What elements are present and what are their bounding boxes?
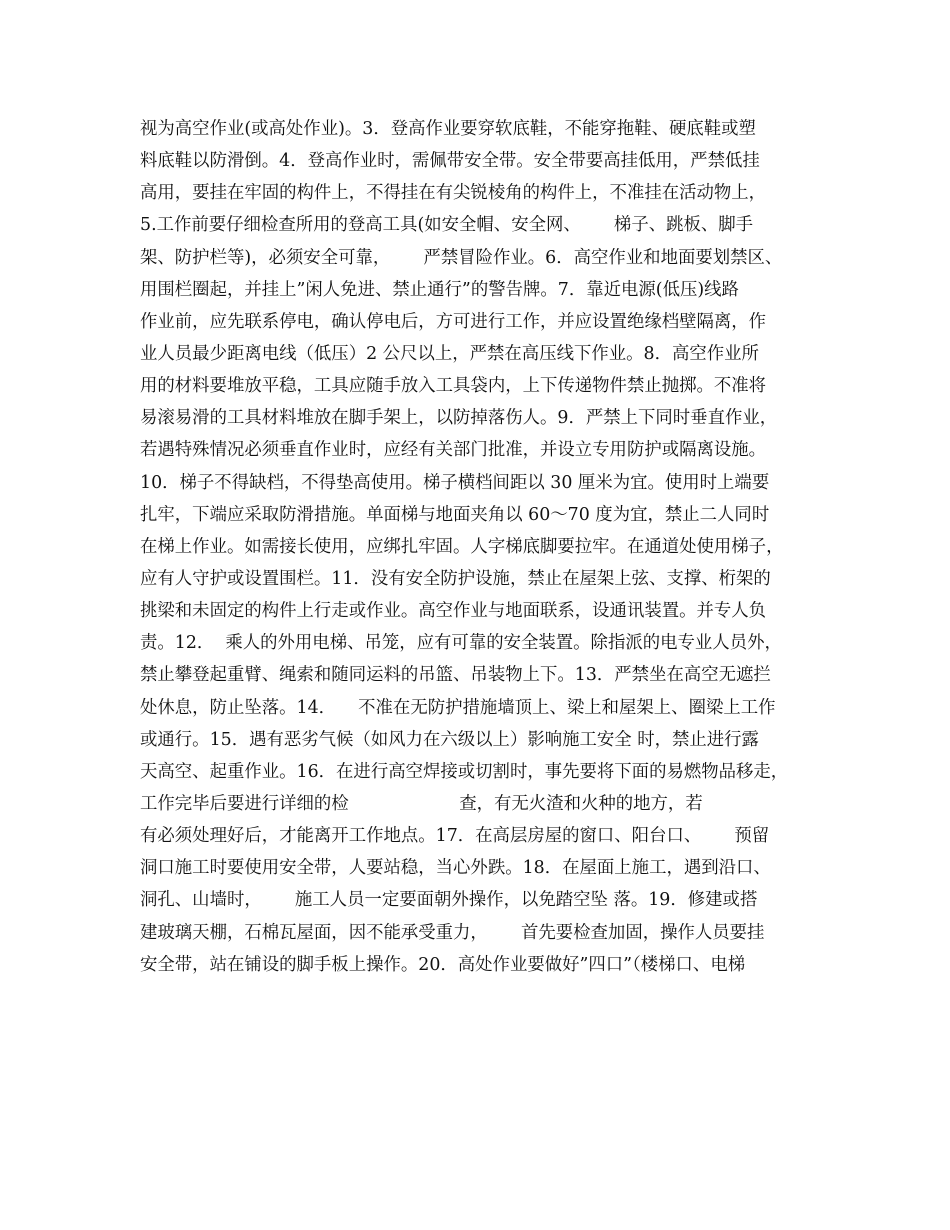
text-line: 扎牢，下端应采取防滑措施。单面梯与地面夹角以 60～70 度为宜，禁止二人同时 [140, 504, 770, 525]
text-line: 安全带，站在铺设的脚手板上操作。20．高处作业要做好”四口”（楼梯口、电梯 [140, 954, 746, 975]
text-line: 若遇特殊情况必须垂直作业时，应经有关部门批准，并设立专用防护或隔离设施。 [140, 440, 767, 461]
text-line: 天高空、起重作业。16．在进行高空焊接或切割时，事先要将下面的易燃物品移走， [140, 761, 789, 782]
text-line: 用围栏圈起，并挂上”闲人免进、禁止通行”的警告牌。7．靠近电源(低压)线路 [140, 279, 739, 300]
text-line: 10．梯子不得缺档，不得垫高使用。梯子横档间距以 30 厘米为宜。使用时上端要 [140, 472, 770, 493]
text-line: 架、防护栏等)，必须安全可靠， 严禁冒险作业。6．高空作业和地面要划禁区、 [140, 247, 783, 268]
text-line: 挑梁和未固定的构件上行走或作业。高空作业与地面联系，设通讯装置。并专人负 [140, 601, 767, 622]
text-line: 高用，要挂在牢固的构件上，不得挂在有尖锐棱角的构件上，不准挂在活动物上， [140, 183, 767, 204]
text-line: 有必须处理好后，才能离开工作地点。17．在高层房屋的窗口、阳台口、 预留 [140, 826, 770, 847]
text-line: 料底鞋以防滑倒。4．登高作业时，需佩带安全带。安全带要高挂低用，严禁低挂 [140, 151, 760, 172]
text-line: 工作完毕后要进行详细的检 查，有无火渣和火种的地方，若 [140, 793, 703, 814]
text-line: 责。12． 乘人的外用电梯、吊笼，应有可靠的安全装置。除指派的电专业人员外， [140, 633, 782, 654]
text-line: 易滚易滑的工具材料堆放在脚手架上，以防掉落伤人。9．严禁上下同时垂直作业， [140, 408, 778, 429]
text-line: 洞口施工时要使用安全带，人要站稳，当心外跌。18．在屋面上施工，遇到沿口、 [140, 858, 771, 879]
text-line: 业人员最少距离电线（低压）2 公尺以上，严禁在高压线下作业。8．高空作业所 [140, 343, 759, 364]
text-line: 洞孔、山墙时， 施工人员一定要面朝外操作，以免踏空坠 落。19．修建或搭 [140, 890, 758, 911]
text-line: 作业前，应先联系停电，确认停电后，方可进行工作，并应设置绝缘档壁隔离，作 [140, 311, 767, 332]
text-line: 在梯上作业。如需接长使用，应绑扎牢固。人字梯底脚要拉牢。在通道处使用梯子， [140, 536, 784, 557]
text-line: 用的材料要堆放平稳，工具应随手放入工具袋内，上下传递物件禁止抛掷。不准将 [140, 376, 767, 397]
text-line: 处休息，防止坠落。14． 不准在无防护措施墙顶上、梁上和屋架上、圈梁上工作 [140, 697, 776, 718]
text-line: 禁止攀登起重臂、绳索和随同运料的吊篮、吊装物上下。13．严禁坐在高空无遮拦 [140, 665, 771, 686]
text-line: 应有人守护或设置围栏。11．没有安全防护设施，禁止在屋架上弦、支撑、桁架的 [140, 568, 771, 589]
text-line: 建玻璃天棚，石棉瓦屋面，因不能承受重力， 首先要检查加固，操作人员要挂 [140, 922, 765, 943]
body-text [140, 113, 820, 981]
text-line: 或通行。15．遇有恶劣气候（如风力在六级以上）影响施工安全 时，禁止进行露 [140, 729, 759, 750]
text-line: 视为高空作业(或高处作业)。3．登高作业要穿软底鞋，不能穿拖鞋、硬底鞋或塑 [140, 119, 756, 139]
text-line: 5.工作前要仔细检查所用的登高工具(如安全帽、安全网、 梯子、跳板、脚手 [140, 215, 754, 236]
